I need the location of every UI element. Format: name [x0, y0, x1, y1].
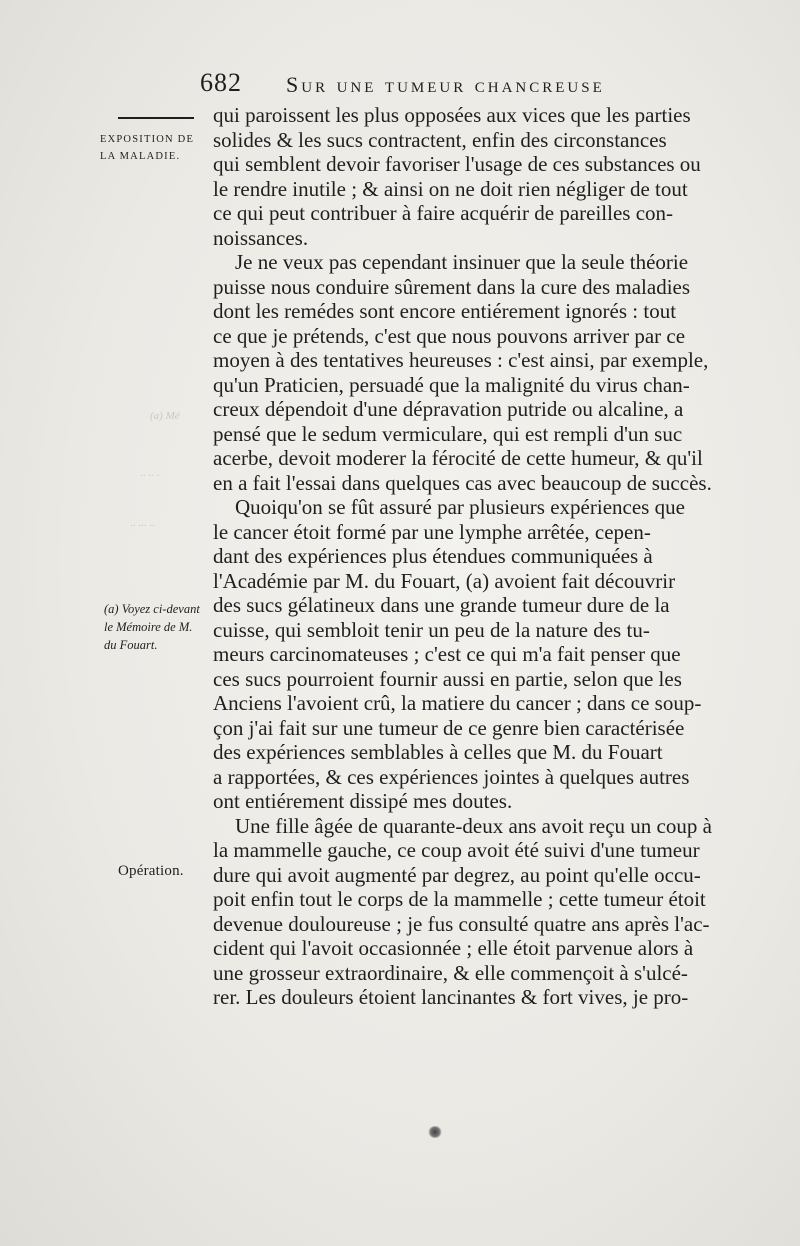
text-line: ce que je prétends, c'est que nous pouvons arriver par ce: [213, 323, 686, 348]
text-line: des expériences semblables à celles que M. du Fouart: [213, 740, 663, 764]
show-through-mark: ·· ··· ··: [130, 520, 155, 532]
text-line: acerbe, devoit moderer la férocité de cette humeur, & qu'il: [213, 446, 703, 470]
text-line: l'Académie par M. du Fouart, (a) avoient fait découvrir: [213, 568, 676, 593]
text-line: ont entiérement dissipé mes doutes.: [213, 789, 513, 813]
text-line: Quoiqu'on se fût assuré par plusieurs expériences que: [235, 495, 685, 519]
text-line: cident qui l'avoit occasionnée ; elle étoit parvenue alors à: [213, 936, 694, 960]
section-rule: [118, 117, 194, 119]
page-number: 682: [200, 68, 242, 97]
text-line: noissances.: [213, 225, 309, 250]
margin-note-exposition: EXPOSITION DE LA MALADIE.: [100, 134, 195, 162]
ink-blot: [428, 1126, 442, 1138]
text-line: poit enfin tout le corps de la mammelle ; cette tumeur étoit: [213, 887, 706, 911]
text-line: Je ne veux pas cependant insinuer que la seule théorie: [235, 250, 689, 274]
show-through-mark: ·· ·· ·: [140, 470, 160, 482]
text-line: des sucs gélatineux dans une grande tumeur dure de la: [213, 593, 670, 617]
text-line: solides & les sucs contractent, enfin des circonstances: [213, 127, 667, 152]
text-line: dont les remédes sont encore entiérement ignorés : tout: [213, 299, 677, 323]
text-line: le rendre inutile ; & ainsi on ne doit rien négliger de tout: [213, 176, 688, 201]
text-line: çon j'ai fait sur une tumeur de ce genre bien caractérisée: [213, 715, 685, 740]
text-line: ces sucs pourroient fournir aussi en partie, selon que les: [213, 666, 682, 691]
text-line: qu'un Praticien, persuadé que la malignité du virus chan-: [213, 372, 690, 397]
margin-note-operation: Opération.: [118, 863, 184, 879]
body-text: [213, 103, 773, 1010]
running-head-title: Sur une tumeur chancreuse: [286, 72, 605, 97]
text-line: une grosseur extraordinaire, & elle commençoit à s'ulcé-: [213, 960, 688, 985]
text-line: dure qui avoit augmenté par degrez, au point qu'elle occu-: [213, 862, 701, 887]
text-line: qui paroissent les plus opposées aux vices que les parties: [213, 103, 691, 127]
show-through-mark: (a) Mé: [150, 410, 180, 422]
running-head: [200, 68, 770, 104]
text-line: la mammelle gauche, ce coup avoit été suivi d'une tumeur: [213, 838, 700, 862]
text-line: devenue douloureuse ; je fus consulté quatre ans après l'ac-: [213, 911, 710, 936]
text-line: a rapportées, & ces expériences jointes à quelques autres: [213, 764, 690, 789]
text-line: Anciens l'avoient crû, la matiere du cancer ; dans ce soup-: [213, 691, 702, 715]
text-line: meurs carcinomateuses ; c'est ce qui m'a fait penser que: [213, 642, 681, 666]
text-line: moyen à des tentatives heureuses : c'est ainsi, par exemple,: [213, 348, 709, 372]
text-line: puisse nous conduire sûrement dans la cure des maladies: [213, 274, 691, 299]
text-line: creux dépendoit d'une dépravation putride ou alcaline, a: [213, 397, 684, 421]
text-line: Une fille âgée de quarante-deux ans avoit reçu un coup à: [235, 813, 712, 838]
text-line: qui semblent devoir favoriser l'usage de ces substances ou: [213, 152, 701, 176]
text-line: rer. Les douleurs étoient lancinantes & fort vives, je pro-: [213, 985, 689, 1009]
text-line: en a fait l'essai dans quelques cas avec beaucoup de succès.: [213, 470, 712, 495]
text-line: cuisse, qui sembloit tenir un peu de la nature des tu-: [213, 617, 650, 642]
text-line: ce qui peut contribuer à faire acquérir de pareilles con-: [213, 201, 674, 225]
text-line: le cancer étoit formé par une lymphe arrêtée, cepen-: [213, 519, 651, 544]
text-line: dant des expériences plus étendues communiquées à: [213, 544, 653, 568]
text-line: pensé que le sedum vermiculare, qui est rempli d'un suc: [213, 421, 683, 446]
margin-footnote: (a) Voyez ci-devant le Mémoire de M. du Fouart.: [104, 602, 200, 652]
